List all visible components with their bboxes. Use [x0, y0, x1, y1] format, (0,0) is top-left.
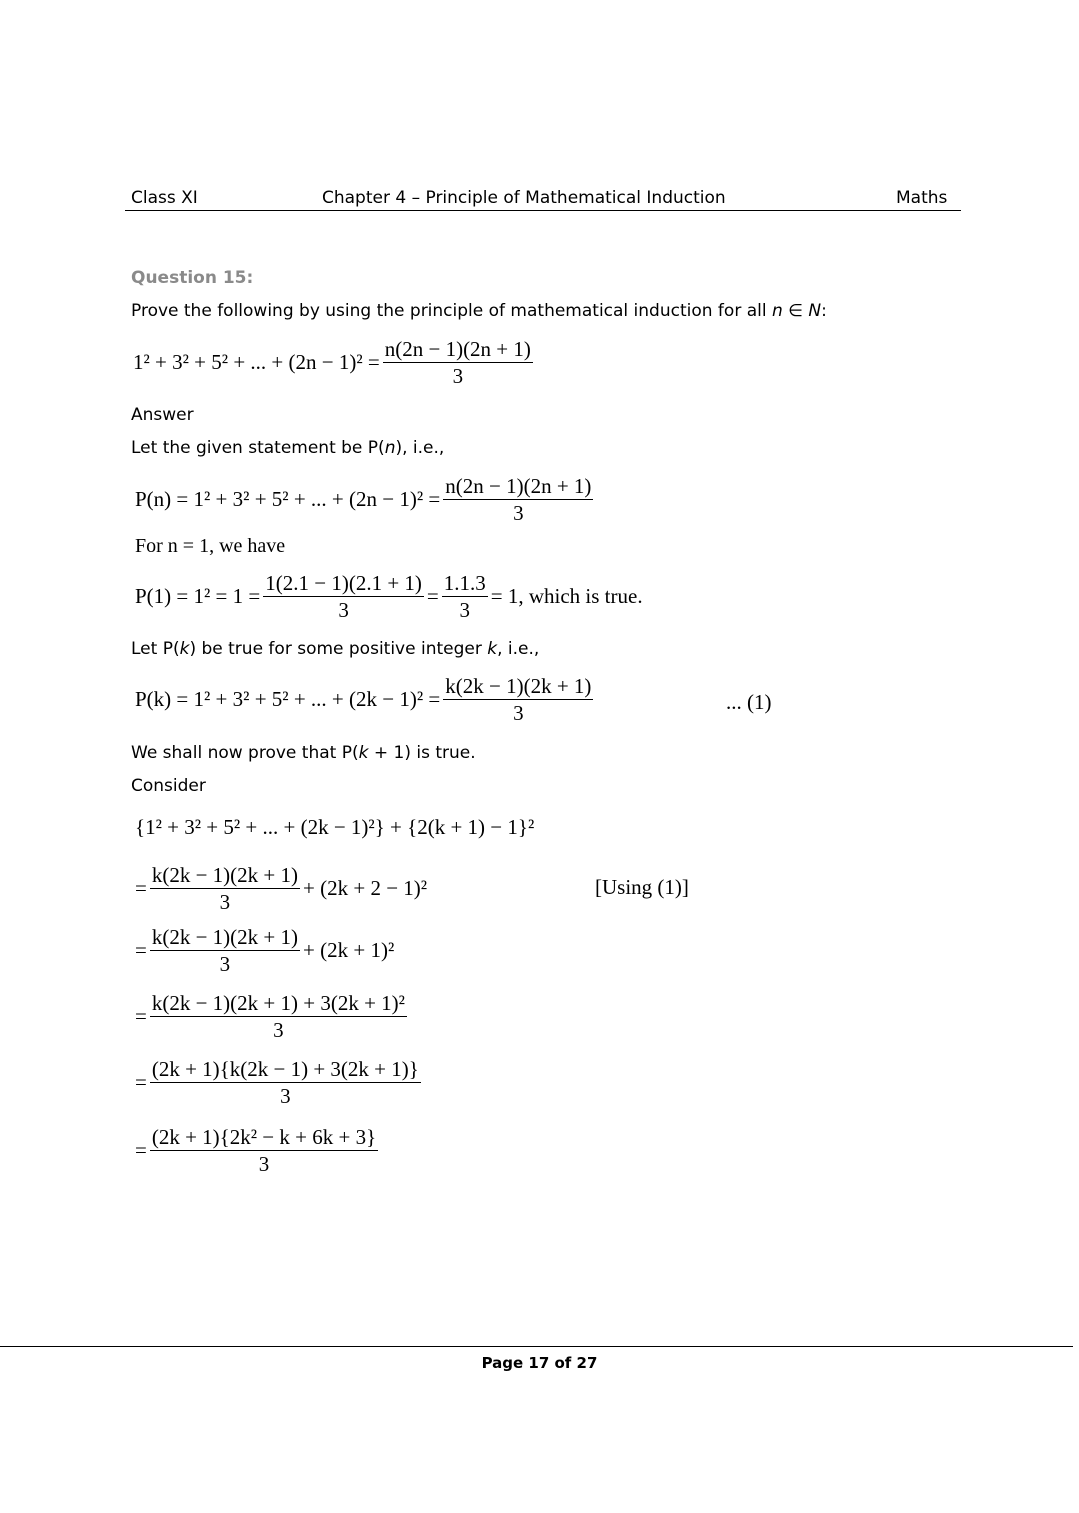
fraction-numerator: k(2k − 1)(2k + 1)	[150, 924, 300, 951]
prove-statement	[131, 743, 476, 763]
intro-var: n	[384, 438, 396, 458]
base-fraction-1	[263, 570, 424, 624]
step-5	[135, 1124, 381, 1178]
intro-text: Let the given statement be P(	[131, 438, 385, 458]
fraction-denominator: 3	[338, 598, 349, 623]
fraction-numerator: n(2n − 1)(2n + 1)	[443, 473, 593, 500]
equals-sign: =	[135, 1004, 147, 1029]
prompt-var: n	[771, 301, 783, 321]
equals-sign: =	[426, 584, 439, 609]
step-3	[135, 990, 410, 1044]
step-2-tail: + (2k + 1)²	[303, 938, 395, 963]
fraction-denominator: 3	[459, 598, 471, 623]
subject-label: Maths	[896, 188, 948, 208]
pk-fraction	[443, 673, 593, 727]
pn-statement	[135, 473, 596, 527]
chapter-title: Chapter 4 – Principle of Mathematical Induction	[322, 188, 726, 208]
prove-var: k	[358, 743, 369, 763]
question-statement	[133, 336, 536, 390]
step-4-fraction	[150, 1056, 421, 1110]
fraction-denominator: 3	[452, 364, 464, 389]
fraction-numerator: k(2k − 1)(2k + 1) + 3(2k + 1)²	[150, 990, 407, 1017]
step-4	[135, 1056, 424, 1110]
step-1-tail: + (2k + 2 − 1)²	[303, 876, 428, 901]
fraction-denominator: 3	[513, 501, 524, 526]
fraction-denominator: 3	[219, 890, 231, 915]
statement-lhs: 1² + 3² + 5² + ... + (2n − 1)² =	[133, 350, 380, 375]
prove-text: We shall now prove that P(	[131, 743, 359, 763]
fraction-denominator: 3	[513, 701, 524, 726]
base-case-intro: For n = 1, we have	[135, 535, 286, 557]
fraction-denominator: 3	[273, 1018, 284, 1043]
fraction-denominator: 3	[219, 952, 231, 977]
fraction-numerator: 1(2.1 − 1)(2.1 + 1)	[263, 570, 424, 597]
question-prompt	[131, 301, 827, 321]
question-title: Question 15:	[131, 268, 254, 288]
fraction-numerator: k(2k − 1)(2k + 1)	[150, 862, 300, 889]
fraction-numerator: (2k + 1){2k² − k + 6k + 3}	[150, 1124, 378, 1151]
step-3-fraction	[150, 990, 407, 1044]
hyp-var: k	[179, 639, 190, 659]
fraction-numerator: k(2k − 1)(2k + 1)	[443, 673, 593, 700]
pn-fraction	[443, 473, 593, 527]
using-note: [Using (1)]	[595, 875, 689, 899]
pn-lhs: P(n) = 1² + 3² + 5² + ... + (2n − 1)² =	[135, 487, 441, 512]
base-fraction-2	[442, 570, 488, 624]
fraction-denominator: 3	[280, 1084, 291, 1109]
equals-sign: =	[135, 1070, 147, 1095]
prompt-text: Prove the following by using the principle of mathematical induction for all	[131, 301, 772, 321]
prompt-mid: ∈	[782, 301, 809, 321]
hypothesis-intro	[131, 639, 539, 659]
step-2-fraction	[150, 924, 300, 978]
step-2	[135, 924, 394, 978]
statement-fraction	[383, 336, 533, 390]
base-case	[135, 570, 643, 624]
pk-statement	[135, 673, 596, 727]
answer-intro	[131, 438, 444, 458]
page-header	[125, 188, 961, 211]
step-5-fraction	[150, 1124, 378, 1178]
base-lhs: P(1) = 1² = 1 =	[135, 584, 261, 609]
hyp-text: Let P(	[131, 639, 180, 659]
page-number: Page 17 of 27	[481, 1354, 598, 1372]
equation-tag: ... (1)	[726, 690, 772, 714]
consider-label: Consider	[131, 776, 206, 796]
equals-sign: =	[135, 876, 147, 901]
pk-lhs: P(k) = 1² + 3² + 5² + ... + (2k − 1)² =	[135, 687, 441, 712]
footer-divider	[0, 1346, 1073, 1347]
base-result: = 1, which is true.	[490, 584, 643, 609]
intro-suffix: ), i.e.,	[395, 438, 445, 458]
hyp-mid: ) be true for some positive integer	[189, 639, 488, 659]
fraction-numerator: (2k + 1){k(2k − 1) + 3(2k + 1)}	[150, 1056, 421, 1083]
step-1-fraction	[150, 862, 300, 916]
hyp-var2: k	[487, 639, 498, 659]
step-0: {1² + 3² + 5² + ... + (2k − 1)²} + {2(k + 1) − 1}²	[135, 815, 535, 839]
equals-sign: =	[135, 1138, 147, 1163]
answer-label: Answer	[131, 405, 194, 425]
prove-suffix: + 1) is true.	[368, 743, 476, 763]
fraction-numerator: n(2n − 1)(2n + 1)	[383, 336, 533, 363]
fraction-numerator: 1.1.3	[442, 570, 488, 597]
prompt-set: N	[808, 301, 822, 321]
class-label: Class XI	[131, 188, 198, 208]
step-1	[135, 862, 427, 916]
fraction-denominator: 3	[258, 1152, 270, 1177]
equals-sign: =	[135, 938, 147, 963]
prompt-suffix: :	[821, 301, 827, 321]
hyp-suffix: , i.e.,	[497, 639, 540, 659]
